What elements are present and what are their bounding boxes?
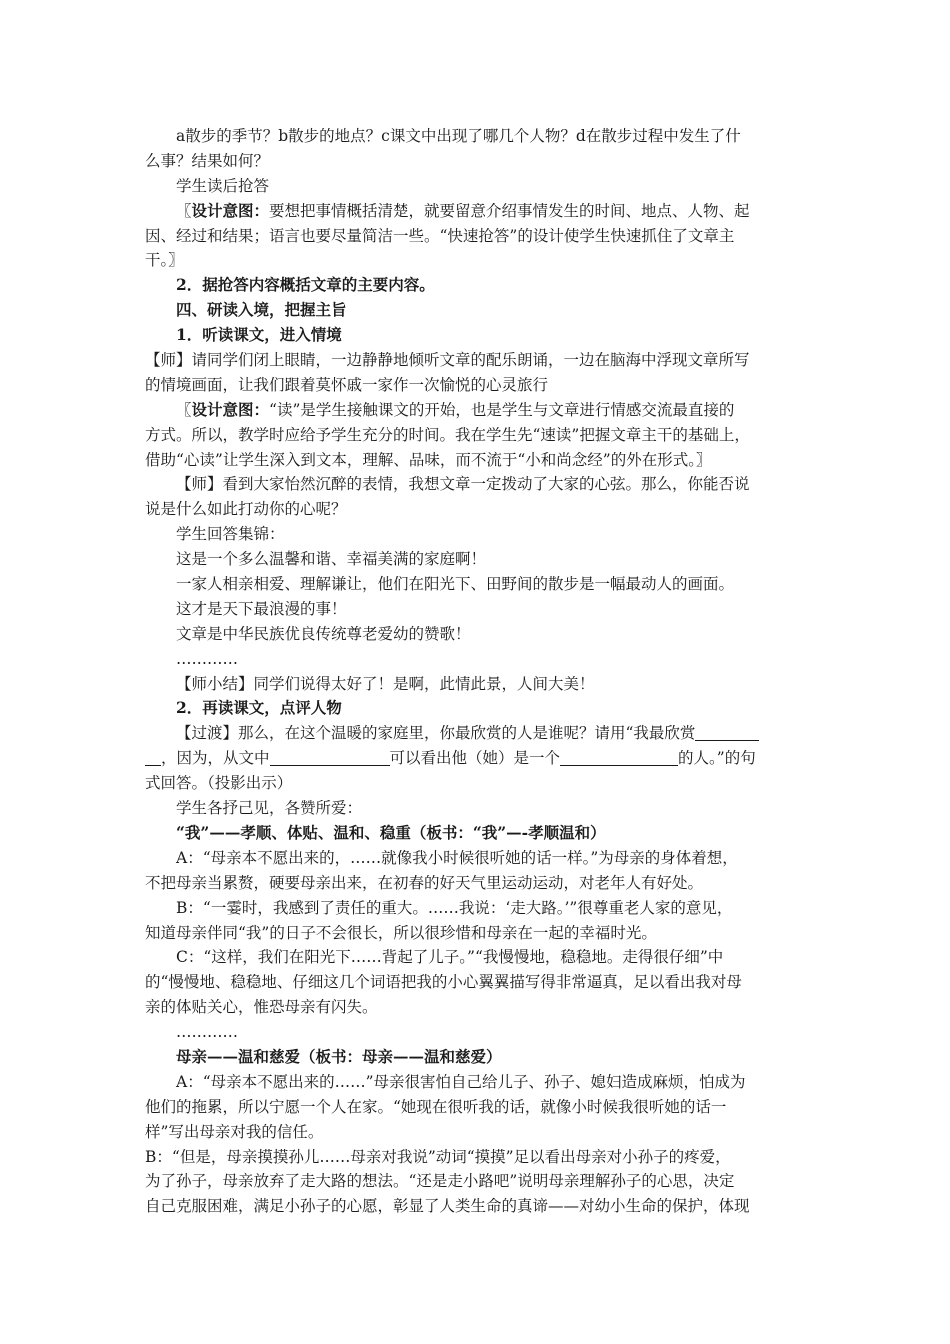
text-line (145, 721, 815, 746)
text-line: 知道母亲伴同“我”的日子不会很长，所以很珍惜和母亲在一起的幸福时光。 (145, 923, 657, 942)
text-span: 可以看出他（她）是一个 (389, 749, 561, 768)
subheading: 2．据抢答内容概括文章的主要内容。 (176, 275, 435, 295)
text-line: 这才是天下最浪漫的事！ (176, 599, 347, 618)
text-line: 说是什么如此打动你的心呢？ (145, 500, 347, 519)
text-line: 一家人相亲相爱、理解谦让，他们在阳光下、田野间的散步是一幅最动人的画面。 (176, 575, 735, 594)
text-line: 文章是中华民族优良传统尊老爱幼的赞歌！ (176, 624, 471, 643)
text-line: 这是一个多么温馨和谐、幸福美满的家庭啊！ (176, 550, 487, 569)
ellipsis-line: ………… (176, 1023, 238, 1042)
text-line: 他们的拖累，所以宁愿一个人在家。“她现在很听我的话，就像小时候我很听她的话一 (145, 1097, 727, 1116)
design-intent-line (145, 199, 815, 224)
fill-blank (695, 724, 759, 741)
subheading: 母亲——温和慈爱（板书：母亲——温和慈爱） (176, 1046, 502, 1066)
bracket: 〖 (176, 400, 192, 419)
text-line: a散步的季节？b散步的地点？c课文中出现了哪几个人物？d在散步过程中发生了什 (176, 127, 741, 145)
document-body (145, 124, 815, 1219)
text-line: 【师小结】同学们说得太好了！是啊，此情此景，人间大美！ (176, 674, 595, 693)
text-line: 样”写出母亲对我的信任。 (145, 1122, 324, 1141)
text-span: 要想把事情概括清楚，就要留意介绍事情发生的时间、地点、人物、起 (269, 201, 750, 220)
text-line: A：“母亲本不愿出来的……”母亲很害怕自己给儿子、孙子、媳妇造成麻烦，怕成为 (176, 1072, 746, 1091)
subheading: 2．再读课文，点评人物 (176, 698, 342, 718)
design-intent-line (145, 398, 815, 423)
text-line: 方式。所以，教学时应给予学生充分的时间。我在学生先“速读”把握文章主干的基础上， (145, 425, 750, 444)
text-line: 式回答。（投影出示） (145, 774, 293, 793)
text-span: 【过渡】那么，在这个温暖的家庭里，你最欣赏的人是谁呢？请用“我最欣赏 (176, 724, 696, 743)
text-span: “读”是学生接触课文的开始，也是学生与文章进行情感交流最直接的 (269, 400, 735, 419)
design-intent-label: 设计意图： (191, 399, 270, 419)
text-line: 学生各抒己见，各赞所爱： (176, 799, 363, 818)
text-line: 因、经过和结果；语言也要尽量简洁一些。“快速抢答”的设计使学生快速抓住了文章主 (145, 226, 735, 245)
design-intent-label: 设计意图： (191, 200, 270, 220)
fill-blank (145, 749, 161, 766)
text-line: 学生读后抢答 (176, 176, 270, 195)
text-line: 干。〗 (145, 251, 184, 270)
text-line: 【师】看到大家怡然沉醉的表情，我想文章一定拨动了大家的心弦。那么，你能否说 (176, 475, 750, 494)
subheading: 1．听读课文，进入情境 (176, 325, 342, 345)
subheading: “我”——孝顺、体贴、温和、稳重（板书：“我”—-孝顺温和） (176, 822, 606, 842)
text-line: 亲的体贴关心，惟恐母亲有闪失。 (145, 998, 378, 1017)
text-line: B：“但是，母亲摸摸孙儿……母亲对我说”动词“摸摸”足以看出母亲对小孙子的疼爱， (145, 1147, 731, 1166)
text-line: 【师】请同学们闭上眼睛，一边静静地倾听文章的配乐朗诵，一边在脑海中浮现文章所写 (145, 351, 750, 370)
text-line: A：“母亲本不愿出来的，……就像我小时候很听她的话一样。”为母亲的身体着想， (176, 848, 738, 867)
text-line: 的“慢慢地、稳稳地、仔细这几个词语把我的小心翼翼描写得非常逼真，足以看出我对母 (145, 973, 742, 992)
ellipsis-line: ………… (176, 649, 238, 668)
text-line (145, 746, 815, 771)
section-heading: 四、研读入境，把握主旨 (176, 300, 347, 320)
text-line: 为了孙子，母亲放弃了走大路的想法。“还是走小路吧”说明母亲理解孙子的心思，决定 (145, 1172, 735, 1191)
fill-blank (270, 749, 390, 766)
text-line: 借助“心读”让学生深入到文本，理解、品味，而不流于“小和尚念经”的外在形式。〗 (145, 450, 712, 469)
text-line: 的情境画面，让我们跟着莫怀戚一家作一次愉悦的心灵旅行 (145, 375, 549, 394)
text-span: ，因为，从文中 (161, 749, 270, 768)
text-line: 学生回答集锦： (176, 525, 285, 544)
text-line: 么事？结果如何？ (145, 151, 270, 170)
text-line: B：“一霎时，我感到了责任的重大。……我说：‘走大路。’”很尊重老人家的意见， (176, 898, 733, 917)
text-line: C：“这样，我们在阳光下……背起了儿子。”“我慢慢地，稳稳地。走得很仔细”中 (176, 948, 724, 967)
text-line: 不把母亲当累赘，硬要母亲出来，在初春的好天气里运动运动，对老年人有好处。 (145, 873, 704, 892)
text-line: 自己克服困难，满足小孙子的心愿，彰显了人类生命的真谛——对幼小生命的保护，体现 (145, 1197, 750, 1216)
fill-blank (560, 749, 678, 766)
text-span: 的人。”的句 (678, 749, 756, 768)
bracket: 〖 (176, 201, 192, 220)
